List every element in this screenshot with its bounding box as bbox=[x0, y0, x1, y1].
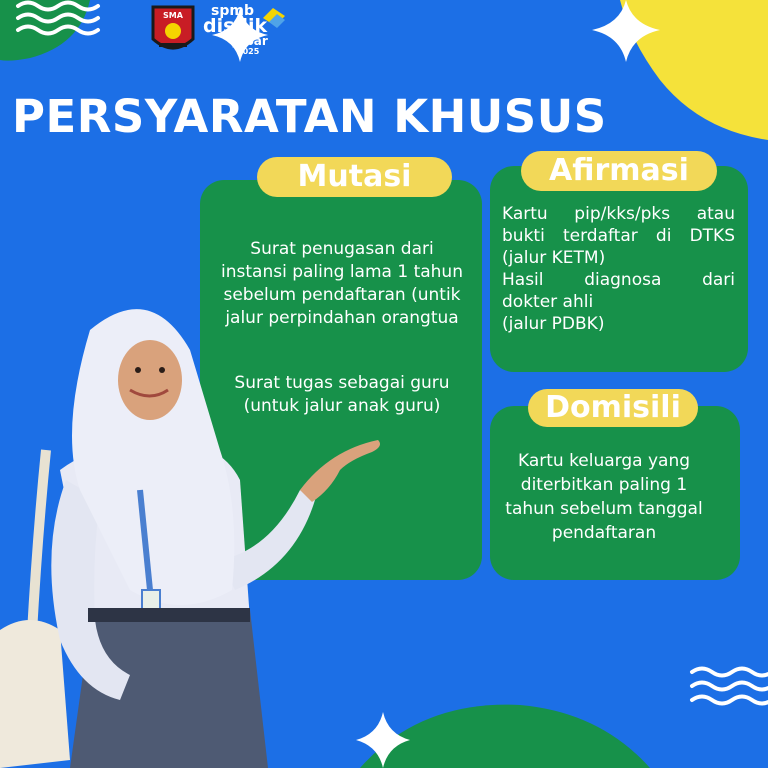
afirmasi-line: (jalur PDBK) bbox=[502, 314, 605, 334]
yellow-blob-top-right bbox=[620, 0, 768, 140]
wave-lines-bottom-right bbox=[692, 669, 768, 704]
mutasi-heading: Mutasi bbox=[257, 157, 452, 197]
afirmasi-line: (jalur KETM) bbox=[502, 248, 606, 268]
domisili-line: diterbitkan paling 1 bbox=[520, 475, 688, 495]
spmb-logo-line2: disdik bbox=[203, 15, 268, 37]
green-blob-bottom bbox=[360, 705, 650, 768]
school-logo bbox=[151, 5, 195, 55]
domisili-line: tahun sebelum tanggal bbox=[505, 499, 703, 519]
afirmasi-line: dokter ahli bbox=[502, 292, 594, 312]
domisili-heading: Domisili bbox=[528, 389, 698, 427]
mutasi-line: sebelum pendaftaran (untik bbox=[223, 285, 461, 305]
page-title: PERSYARATAN KHUSUS bbox=[12, 90, 607, 143]
mutasi-line: Surat tugas sebagai guru bbox=[234, 373, 450, 393]
afirmasi-line: Hasil diagnosa dari bbox=[502, 270, 735, 290]
spmb-disdik-jabar-logo bbox=[203, 4, 289, 62]
afirmasi-heading: Afirmasi bbox=[521, 151, 717, 191]
domisili-line: pendaftaran bbox=[551, 523, 657, 543]
afirmasi-line: bukti terdaftar di DTKS bbox=[502, 226, 735, 246]
mutasi-line: instansi paling lama 1 tahun bbox=[221, 262, 463, 282]
mutasi-line: jalur perpindahan orangtua bbox=[225, 308, 459, 328]
mutasi-line: (untuk jalur anak guru) bbox=[243, 396, 441, 416]
afirmasi-line: Kartu pip/kks/pks atau bbox=[502, 204, 735, 224]
spmb-book-icon bbox=[261, 4, 287, 30]
spmb-logo-line1: spmb bbox=[211, 3, 254, 19]
domisili-line: Kartu keluarga yang bbox=[517, 451, 691, 471]
school-logo-text: SMA bbox=[163, 11, 183, 20]
student-illustration bbox=[0, 290, 400, 768]
mutasi-line: Surat penugasan dari bbox=[250, 239, 434, 259]
spmb-logo-line3: jabar bbox=[233, 34, 268, 48]
afirmasi-text bbox=[502, 203, 735, 335]
spmb-logo-year: 2025 bbox=[237, 47, 260, 56]
domisili-text bbox=[488, 449, 720, 545]
